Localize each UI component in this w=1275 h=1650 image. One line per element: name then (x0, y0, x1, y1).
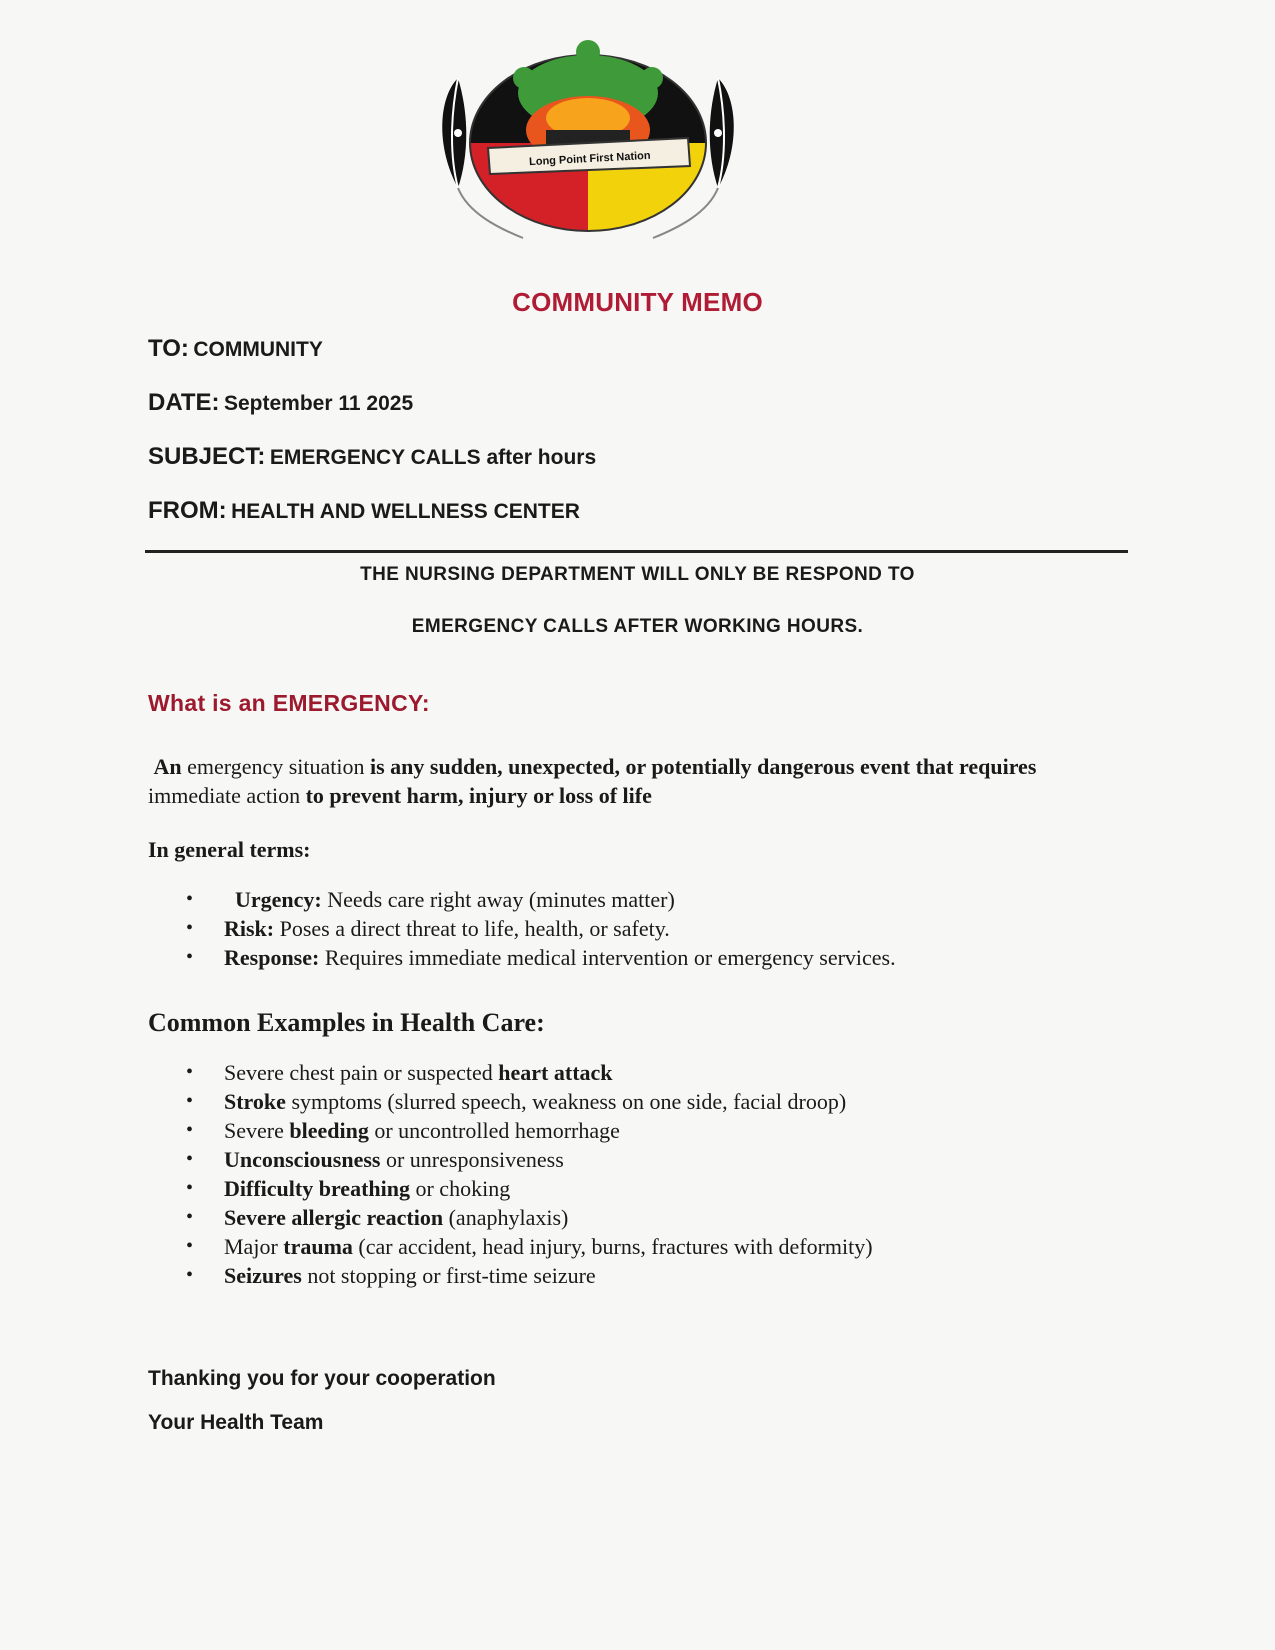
list-item (186, 1058, 873, 1087)
term-text: Needs care right away (minutes matter) (321, 887, 675, 912)
example-text: or uncontrolled hemorrhage (368, 1118, 620, 1143)
medicine-wheel-icon (468, 40, 708, 233)
example-bold: Severe allergic reaction (224, 1205, 444, 1230)
example-text: not stopping or first-time seizure (301, 1263, 596, 1288)
definition-part-2: emergency situation (181, 754, 370, 779)
example-bold: bleeding (289, 1118, 369, 1143)
term-text: Poses a direct threat to life, health, or safety. (274, 916, 670, 941)
to-line (148, 335, 323, 363)
list-item (186, 1232, 873, 1261)
bullet-icon: • (186, 1090, 194, 1112)
example-text: Major (224, 1234, 284, 1259)
header-divider (145, 550, 1128, 553)
bullet-icon: • (186, 1177, 194, 1199)
list-item (186, 1087, 873, 1116)
example-text: or unresponsiveness (380, 1147, 564, 1172)
date-value: September 11 2025 (224, 392, 414, 415)
from-label: FROM: (148, 497, 227, 524)
example-text: symptoms (slurred speech, weakness on one side, facial droop) (285, 1089, 847, 1114)
bullet-icon: • (186, 888, 194, 910)
example-bold: Unconsciousness (224, 1147, 381, 1172)
example-text: Severe chest pain or suspected (224, 1060, 499, 1085)
long-point-first-nation-logo (428, 38, 748, 248)
from-value: HEALTH AND WELLNESS CENTER (231, 500, 580, 523)
subject-value: EMERGENCY CALLS after hours (269, 446, 597, 469)
list-item (186, 885, 896, 914)
term-label: Risk: (224, 916, 275, 941)
bullet-icon: • (186, 946, 194, 968)
examples-heading: Common Examples in Health Care: (148, 1008, 545, 1037)
bullet-icon: • (186, 1235, 194, 1257)
general-terms-list (186, 885, 896, 972)
logo-text: Long Point First Nation (528, 149, 651, 169)
definition-part-1: An (153, 754, 182, 779)
example-text: or choking (409, 1176, 511, 1201)
list-item (186, 1203, 873, 1232)
list-item (186, 1116, 873, 1145)
example-bold: Seizures (224, 1263, 302, 1288)
closing-signoff: Your Health Team (148, 1411, 324, 1434)
general-terms-heading: In general terms: (148, 837, 311, 862)
to-label: TO: (148, 335, 189, 362)
subject-line (148, 443, 596, 471)
bullet-icon: • (186, 917, 194, 939)
subject-label: SUBJECT: (148, 443, 266, 470)
date-label: DATE: (148, 389, 220, 416)
bullet-icon: • (186, 1148, 194, 1170)
list-item (186, 1261, 873, 1290)
bullet-icon: • (186, 1061, 194, 1083)
page-title: COMMUNITY MEMO (512, 287, 763, 317)
examples-list (186, 1058, 873, 1290)
example-bold: Stroke (224, 1089, 286, 1114)
date-line (148, 389, 413, 417)
term-text: Requires immediate medical intervention or emergency services. (319, 945, 896, 970)
notice-line-2: EMERGENCY CALLS AFTER WORKING HOURS. (411, 616, 864, 637)
notice-line-1: THE NURSING DEPARTMENT WILL ONLY BE RESPOND TO (360, 564, 915, 585)
definition-part-3: is any sudden, unexpected, or potentially dangerous event that requires (370, 754, 1037, 779)
example-text: Severe (224, 1118, 290, 1143)
example-text: (anaphylaxis) (443, 1205, 569, 1230)
bullet-icon: • (186, 1264, 194, 1286)
example-text: (car accident, head injury, burns, fractures with deformity) (352, 1234, 873, 1259)
emergency-heading: What is an EMERGENCY: (148, 690, 430, 716)
list-item (186, 1145, 873, 1174)
list-item (186, 914, 896, 943)
to-value: COMMUNITY (193, 338, 323, 361)
list-item (186, 943, 896, 972)
example-bold: Difficulty breathing (224, 1176, 410, 1201)
bullet-icon: • (186, 1206, 194, 1228)
emergency-definition (148, 752, 1098, 810)
term-label: Urgency: (235, 887, 322, 912)
example-bold: trauma (283, 1234, 353, 1259)
closing-thanks: Thanking you for your cooperation (148, 1367, 496, 1390)
term-label: Response: (224, 945, 320, 970)
from-line (148, 497, 580, 525)
bullet-icon: • (186, 1119, 194, 1141)
list-item (186, 1174, 873, 1203)
definition-part-4: immediate action (148, 783, 306, 808)
definition-part-5: to prevent harm, injury or loss of life (305, 783, 652, 808)
example-bold: heart attack (498, 1060, 613, 1085)
